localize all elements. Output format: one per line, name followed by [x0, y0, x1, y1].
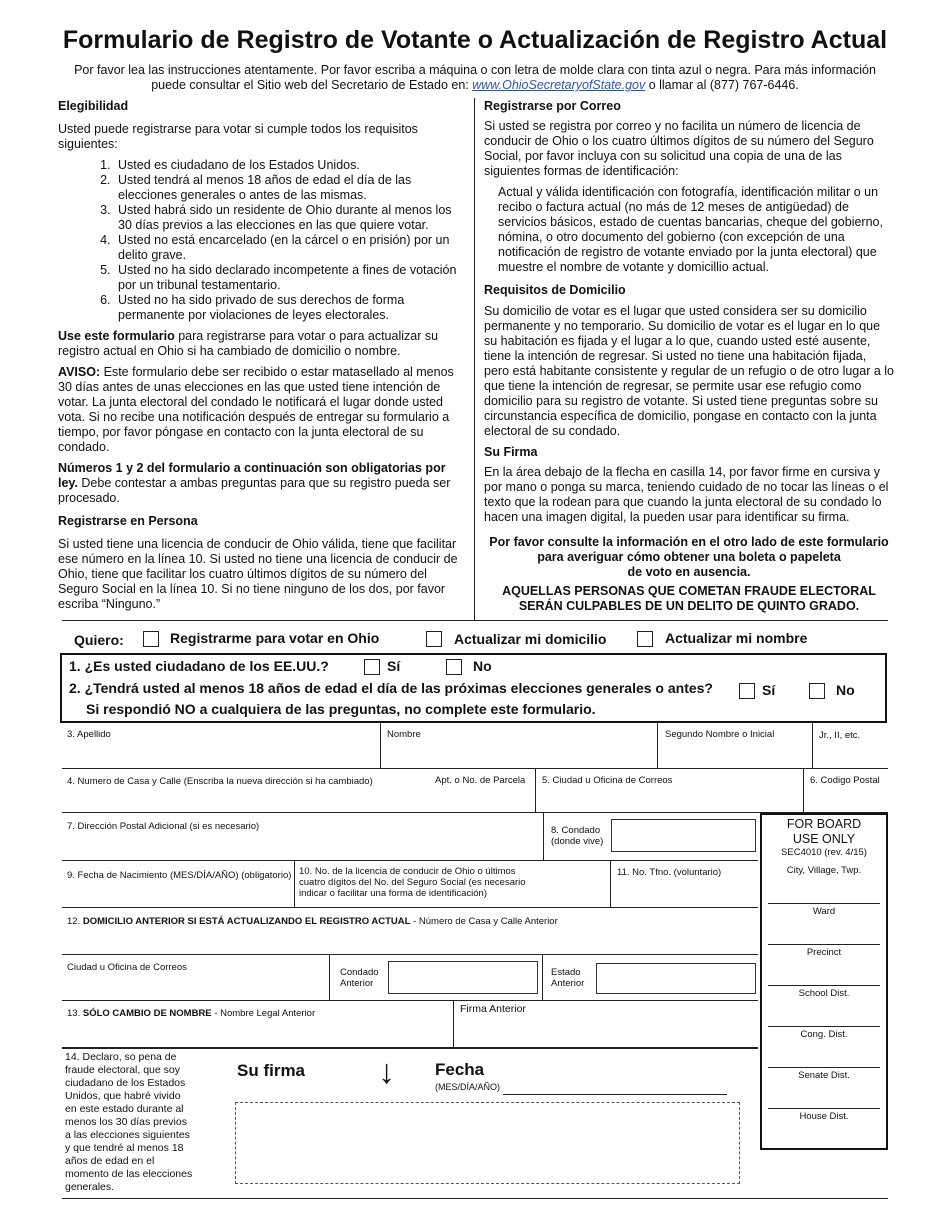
rule	[62, 1047, 758, 1049]
q1-no-checkbox[interactable]	[446, 659, 462, 675]
board-use-title: FOR BOARD USE ONLY	[786, 817, 862, 846]
domicile-text: Su domicilio de votar es el lugar que usted considera ser su domicilio permanente y no temporario. Su domicilio de votar es el lugar en lo que su habitación es fijada y el lugar a lo que, cuando usted esté ausente, tiene la intención de regresar. Si usted no tiene una habitación fijada, pero está habitante consistente y regular de un refugio o de otro lugar a lo que tiene la intención de regresar, se permite usar ese refugio como domicilio para su registro de votante. Si usted tiene preguntas sobre su circunstancia específica de domicilio, pongase en contacto con la junta electoral de su condado.	[484, 304, 894, 438]
intro-text	[60, 63, 890, 93]
q2-no-label: No	[836, 682, 855, 698]
signature-area[interactable]	[235, 1102, 740, 1184]
divider	[380, 723, 381, 768]
board-field-input[interactable]	[768, 985, 880, 986]
city-label: 5. Ciudad u Oficina de Correos	[542, 775, 673, 786]
previous-state-label: Estado Anterior	[551, 967, 585, 989]
board-field-label: City, Village, Twp.	[786, 865, 862, 876]
last-name-label: 3. Apellido	[67, 729, 111, 740]
divider	[812, 723, 813, 768]
declaration-line: menos los 30 días previos	[65, 1116, 187, 1128]
board-field-input[interactable]	[768, 1026, 880, 1027]
intro-line-1: Por favor lea las instrucciones atentamente. Por favor escriba a máquina o con letra de molde clara con tinta azul o negra. Para más información	[74, 63, 876, 77]
previous-county-input[interactable]	[388, 961, 538, 994]
requirement-item: 5. Usted no ha sido declarado incompetente a fines de votación por un tribunal testamentario.	[114, 263, 463, 293]
domicile-heading: Requisitos de Domicilio	[484, 283, 626, 297]
q1-yes-checkbox[interactable]	[364, 659, 380, 675]
form-bottom-rule	[62, 1198, 888, 1199]
divider	[535, 768, 536, 812]
use-form-paragraph: Use este formulario para registrarse para votar o para actualizar su registro actual en Ohio si ha cambiado de domicilio o nombre.	[58, 329, 439, 358]
q2-yes-label: Sí	[762, 682, 776, 698]
previous-county-label: Condado Anterior	[340, 967, 379, 989]
fraud-warning: AQUELLAS PERSONAS QUE COMETAN FRAUDE ELECTORAL SERÁN CULPABLES DE UN DELITO DE QUINTO GRADO.	[502, 584, 876, 613]
consult-note: Por favor consulte la información en el otro lado de este formulario para averiguar cómo obtener una boleta o papeleta de voto en ausencia.	[489, 535, 889, 579]
previous-address-label: 12. DOMICILIO ANTERIOR SI ESTÁ ACTUALIZANDO EL REGISTRO ACTUAL - Número de Casa y Calle Anterior	[67, 916, 558, 927]
first-name-label: Nombre	[387, 729, 421, 740]
column-divider	[474, 98, 475, 620]
board-use-box	[760, 813, 888, 1150]
board-field-label: Ward	[812, 906, 836, 917]
board-field-label: Precinct	[806, 947, 842, 958]
date-caption: Fecha	[435, 1060, 485, 1079]
form-top-rule	[62, 620, 888, 621]
q2-yes-checkbox[interactable]	[739, 683, 755, 699]
page-title: Formulario de Registro de Votante o Actualización de Registro Actual	[62, 26, 888, 54]
register-checkbox[interactable]	[143, 631, 159, 647]
divider	[657, 723, 658, 768]
mail-text: Si usted se registra por correo y no facilita un número de licencia de conducir de Ohio o los cuatro últimos dígitos de su número del Seguro Social, por favor incluya con su solicitud una copia de una de las siguientes formas de identificación:	[484, 119, 874, 178]
rule	[62, 1000, 758, 1001]
birthdate-label: 9. Fecha de Nacimiento (MES/DÍA/AÑO) (obligatorio)	[67, 870, 292, 881]
eligibility-text: Usted puede registrarse para votar si cumple todos los requisitos siguientes:	[58, 122, 418, 151]
divider	[542, 954, 543, 1000]
eligibility-heading: Elegibilidad	[58, 99, 129, 113]
rule	[62, 860, 758, 861]
board-field-input[interactable]	[768, 903, 880, 904]
date-format-hint: (MES/DÍA/AÑO)	[435, 1082, 501, 1092]
board-field-label: Cong. Dist.	[800, 1029, 848, 1040]
date-input-line[interactable]	[503, 1094, 727, 1095]
requirement-item: 1. Usted es ciudadano de los Estados Unidos.	[114, 158, 463, 173]
declaration-line: Unidos, que habré vivido	[65, 1090, 181, 1102]
suffix-label: Jr., II, etc.	[819, 730, 861, 741]
ineligible-warning: Si respondió NO a cualquiera de las preguntas, no complete este formulario.	[86, 701, 596, 717]
declaration-line: momento de las elecciones	[65, 1168, 193, 1180]
question-2: 2. ¿Tendrá usted al menos 18 años de edad el día de las próximas elecciones generales o antes?	[69, 680, 713, 696]
board-field-label: School Dist.	[798, 988, 850, 999]
phone-label: 11. No. Tfno. (voluntario)	[617, 867, 722, 878]
declaration-line: generales.	[65, 1181, 115, 1193]
declaration-line: a las elecciones siguientes	[65, 1129, 190, 1141]
requirement-item: 2. Usted tendrá al menos 18 años de edad el día de las elecciones generales o antes de las mismas.	[114, 173, 463, 203]
update-address-label: Actualizar mi domicilio	[454, 631, 607, 647]
middle-name-label: Segundo Nombre o Inicial	[665, 729, 775, 740]
signature-caption: Su firma	[237, 1061, 306, 1080]
rule	[62, 907, 758, 908]
board-field-input[interactable]	[768, 1067, 880, 1068]
rule	[62, 954, 758, 955]
quiero-label: Quiero:	[74, 632, 124, 648]
previous-name-label: 13. SÓLO CAMBIO DE NOMBRE - Nombre Legal Anterior	[67, 1008, 316, 1019]
q2-no-checkbox[interactable]	[809, 683, 825, 699]
update-name-checkbox[interactable]	[637, 631, 653, 647]
divider	[453, 1000, 454, 1047]
signature-text: En la área debajo de la flecha en casilla 14, por favor firme en cursiva y por mano o ponga su marca, teniendo cuidado de no tocar las líneas o el texto que la rodean para que cuando la junta electoral de su condado lo hacen una imagen digital, la pueden usar para identificar su firma.	[484, 465, 889, 524]
mail-heading: Registrarse por Correo	[484, 99, 621, 113]
county-input[interactable]	[611, 819, 756, 852]
sos-website-link[interactable]: www.OhioSecretaryofState.gov	[472, 78, 646, 92]
board-field-label: House Dist.	[799, 1111, 849, 1122]
zip-label: 6. Codigo Postal	[810, 775, 880, 786]
previous-signature-label: Firma Anterior	[460, 1003, 526, 1015]
in-person-heading: Registrarse en Persona	[58, 514, 198, 528]
mail-id-text: Actual y válida identificación con fotografía, identificación militar o un recibo o factura actual (no más de 12 meses de antigüedad) de servicios básicos, estado de cuentas bancarias, cheque del gobierno, nómina, o otro documento del gobierno (con excepción de una notificación de registro de votante enviado por la junta electoral) que muestre el nombre de votante y domicillio actual.	[498, 185, 883, 274]
q1-no-label: No	[473, 658, 492, 674]
mandatory-paragraph: Números 1 y 2 del formulario a continuación son obligatorias por ley. Debe contestar a ambas preguntas para que su registro pueda ser procesado.	[58, 461, 451, 505]
divider	[329, 954, 330, 1000]
left-instructions	[58, 99, 463, 618]
previous-city-label: Ciudad u Oficina de Correos	[67, 962, 187, 973]
down-arrow-icon: ↓	[378, 1053, 395, 1091]
declaration-line: ciudadano de los Estados	[65, 1077, 186, 1089]
county-label: 8. Condado (donde vive)	[551, 825, 604, 847]
board-field-input[interactable]	[768, 1108, 880, 1109]
intro-line-2: puede consultar el Sitio web del Secretario de Estado en: www.OhioSecretaryofState.gov o llamar al (877) 767-6446.	[151, 78, 799, 92]
declaration-line: en este estado durante al	[65, 1103, 184, 1115]
declaration-text	[65, 1051, 215, 1194]
license-ssn-label: 10. No. de la licencia de conducir de Ohio o últimos cuatro dígitos del No. del Seguro Social (es necesario indicar o facilitar una forma de identificación)	[299, 866, 526, 899]
street-label: 4. Numero de Casa y Calle (Enscriba la nueva dirección si ha cambiado)	[67, 776, 373, 787]
q1-yes-label: Sí	[387, 658, 401, 674]
update-name-label: Actualizar mi nombre	[665, 630, 808, 646]
declaration-line: y que tendré al menos 18	[65, 1142, 184, 1154]
declaration-line: años de edad en el	[65, 1155, 155, 1167]
requirement-item: 6. Usted no ha sido privado de sus derechos de forma permanente por violaciones de leyes electorales.	[114, 293, 463, 323]
divider	[543, 812, 544, 860]
aviso-paragraph: AVISO: Este formulario debe ser recibido o estar matasellado al menos 30 días antes de unas elecciones en las que usted tiene intención de votar. La junta electoral del condado le notificará el lugar donde usted vota. Si no recibe una notificación después de entregar su formulario a tiempo, por favor póngase en contacto con la junta electoral de su condado.	[58, 365, 454, 454]
mailing-address-label: 7. Dirección Postal Adicional (si es necesario)	[67, 821, 260, 832]
apt-label: Apt. o No. de Parcela	[435, 775, 526, 786]
divider	[803, 768, 804, 812]
requirement-item: 3. Usted habrá sido un residente de Ohio durante al menos los 30 días previos a las elecciones en las que quiere votar.	[114, 203, 463, 233]
rule	[62, 768, 888, 769]
requirement-item: 4. Usted no está encarcelado (en la cárcel o en prisión) por un delito grave.	[114, 233, 463, 263]
previous-state-input[interactable]	[596, 963, 756, 994]
register-option-label: Registrarme para votar en Ohio	[170, 630, 380, 646]
right-instructions	[484, 99, 894, 614]
signature-heading: Su Firma	[484, 445, 538, 459]
divider	[294, 860, 295, 907]
question-1: 1. ¿Es usted ciudadano de los EE.UU.?	[69, 658, 329, 674]
divider	[610, 860, 611, 907]
in-person-text: Si usted tiene una licencia de conducir de Ohio válida, tiene que facilitar ese número en la línea 10. Si usted no tiene una licencia de conducir de Ohio, tiene que facilitar los cuatro últimos dígitos de su número del Seguro Social en la línea 10. Si no tiene ninguno de los dos, por favor escriba “Ninguno.”	[58, 537, 458, 611]
declaration-line: fraude electoral, que soy	[65, 1064, 180, 1076]
update-address-checkbox[interactable]	[426, 631, 442, 647]
board-field-input[interactable]	[768, 944, 880, 945]
requirements-list	[58, 158, 463, 323]
board-field-label: Senate Dist.	[798, 1070, 850, 1081]
declaration-line: 14. Declaro, so pena de	[65, 1051, 177, 1063]
form-code: SEC4010 (rev. 4/15)	[781, 847, 867, 858]
